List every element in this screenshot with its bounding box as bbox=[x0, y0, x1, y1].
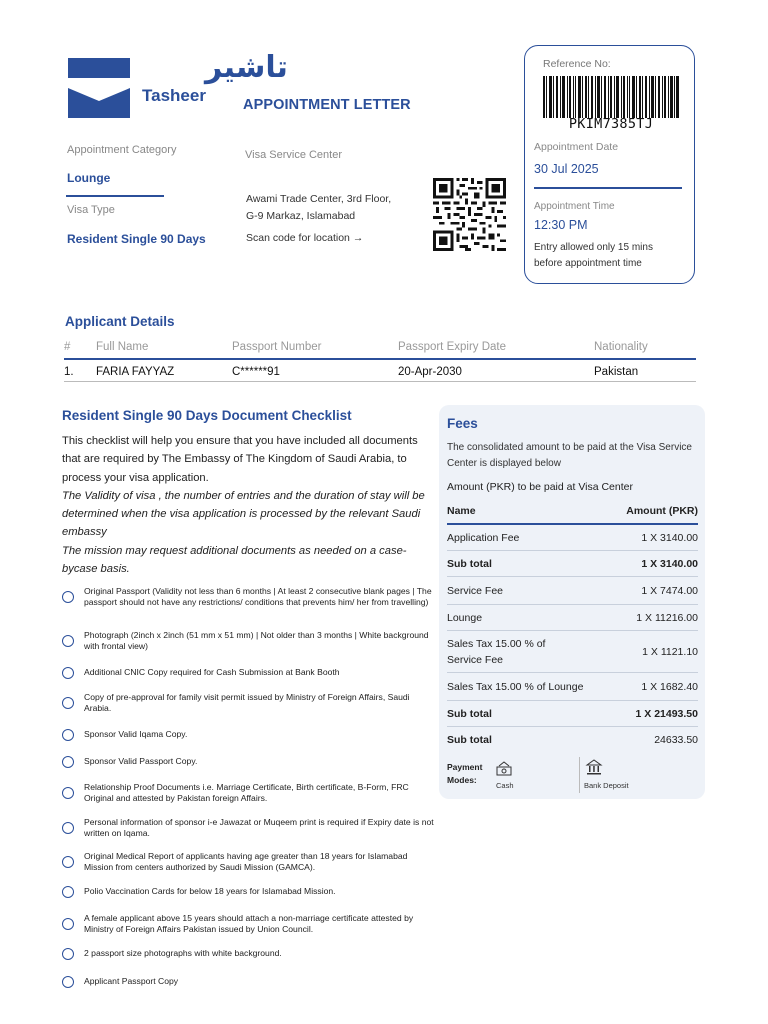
fee-amount: 1 X 1121.10 bbox=[642, 645, 698, 658]
fee-row bbox=[447, 551, 698, 577]
fee-name: Application Fee bbox=[447, 531, 520, 544]
reference-number: PKIM7385TJ bbox=[568, 116, 654, 132]
fees-card bbox=[439, 405, 705, 799]
appointment-date-value: 30 Jul 2025 bbox=[534, 162, 599, 176]
fee-row bbox=[447, 631, 698, 673]
scan-location-link[interactable]: Scan code for location → bbox=[246, 232, 364, 244]
fee-name: Sales Tax 15.00 % of Lounge bbox=[447, 680, 584, 693]
checklist-item: Original Medical Report of applicants having age greater than 18 years for Islamabad Mission from centers authorized by Saudi Mission (GAMCA). bbox=[62, 848, 436, 876]
checklist-item: Applicant Passport Copy bbox=[62, 974, 436, 990]
center-name: Visa Service Center bbox=[245, 149, 343, 161]
fee-row bbox=[447, 577, 698, 605]
date-divider bbox=[534, 187, 682, 189]
table-row bbox=[64, 359, 696, 382]
tasheer-logo bbox=[68, 50, 288, 124]
checkbox[interactable] bbox=[62, 976, 74, 988]
checklist-item: A female applicant above 15 years should attach a non-marriage certificate attested by Ministry of Foreign Affairs Pakistan issued by Union Council. bbox=[62, 910, 436, 938]
applicant-details-title: Applicant Details bbox=[65, 314, 175, 329]
fees-amount-label: Amount (PKR) to be paid at Visa Center bbox=[447, 481, 633, 493]
col-nationality: Nationality bbox=[594, 338, 696, 359]
col-passport-number: Passport Number bbox=[232, 338, 398, 359]
fee-amount: 1 X 3140.00 bbox=[641, 531, 698, 544]
applicant-table-header bbox=[64, 338, 696, 359]
cash-icon bbox=[495, 761, 513, 777]
applicant-name: FARIA FAYYAZ bbox=[96, 359, 232, 382]
center-address-line2: G-9 Markaz, Islamabad bbox=[246, 210, 356, 222]
bank-icon bbox=[585, 759, 603, 777]
fees-header-name: Name bbox=[447, 505, 476, 517]
payment-separator bbox=[579, 757, 580, 793]
location-qr-code[interactable] bbox=[433, 178, 506, 251]
fees-description: The consolidated amount to be paid at the Visa Service Center is displayed below bbox=[447, 442, 692, 469]
fee-name: Sub total bbox=[447, 734, 492, 746]
fee-row bbox=[447, 701, 698, 727]
fee-name: Sub total bbox=[447, 557, 492, 570]
logo-mark-icon bbox=[68, 58, 132, 124]
checklist-item: Original Passport (Validity not less than 6 months | At least 2 consecutive blank pages | The passport should not have any restrictions/ conditions that prevents him/ her from travelling) bbox=[62, 577, 436, 617]
checklist-item: 2 passport size photographs with white background. bbox=[62, 946, 436, 962]
fee-amount: 1 X 7474.00 bbox=[641, 584, 698, 597]
applicant-expiry: 20-Apr-2030 bbox=[398, 359, 594, 382]
logo-arabic-text: تاشير bbox=[205, 50, 288, 85]
payment-modes-label bbox=[447, 761, 482, 787]
checkbox[interactable] bbox=[62, 729, 74, 741]
checkbox[interactable] bbox=[62, 756, 74, 768]
reference-label: Reference No: bbox=[543, 58, 611, 70]
fee-name: Sales Tax 15.00 % of Service Fee bbox=[447, 637, 546, 666]
payment-label-line2: Modes: bbox=[447, 775, 477, 785]
applicant-nationality: Pakistan bbox=[594, 359, 696, 382]
applicant-index: 1. bbox=[64, 359, 96, 382]
checkbox[interactable] bbox=[62, 697, 74, 709]
checkbox[interactable] bbox=[62, 856, 74, 868]
appointment-time-label: Appointment Time bbox=[534, 201, 615, 212]
appointment-time-value: 12:30 PM bbox=[534, 218, 588, 232]
checklist-mission-note: The mission may request additional documents as needed on a case-bycase basis. bbox=[62, 544, 407, 576]
checklist-intro bbox=[62, 432, 434, 578]
checklist-item: Copy of pre-approval for family visit permit issued by Ministry of Foreign Affairs, Saudi Arabia. bbox=[62, 689, 436, 717]
fee-name: Lounge bbox=[447, 611, 483, 624]
col-index: # bbox=[64, 338, 96, 359]
fee-row bbox=[447, 605, 698, 631]
payment-label-line1: Payment bbox=[447, 762, 483, 772]
visa-type-value: Resident Single 90 Days bbox=[67, 232, 206, 246]
checkbox[interactable] bbox=[62, 918, 74, 930]
checklist-item: Sponsor Valid Iqama Copy. bbox=[62, 727, 436, 743]
fee-amount: 1 X 21493.50 bbox=[635, 707, 698, 720]
checklist-item: Relationship Proof Documents i.e. Marriage Certificate, Birth certificate, B-Form, FRC Original and attested by Pakistan foreign Affairs. bbox=[62, 779, 436, 807]
category-divider bbox=[66, 195, 164, 197]
entry-note-line1: Entry allowed only 15 mins bbox=[534, 242, 653, 253]
fee-amount: 24633.50 bbox=[654, 734, 698, 746]
applicant-table bbox=[64, 338, 696, 382]
bank-deposit-label: Bank Deposit bbox=[584, 781, 629, 790]
checkbox[interactable] bbox=[62, 787, 74, 799]
checklist-title: Resident Single 90 Days Document Checklist bbox=[62, 408, 352, 423]
reference-card bbox=[524, 45, 695, 284]
fees-header-amount: Amount (PKR) bbox=[626, 505, 698, 517]
checklist-item: Personal information of sponsor i-e Jawazat or Muqeem print is required if Expiry date is not written on Iqama. bbox=[62, 814, 436, 842]
entry-note-line2: before appointment time bbox=[534, 258, 642, 269]
logo-latin-text: Tasheer bbox=[142, 86, 206, 105]
checkbox[interactable] bbox=[62, 886, 74, 898]
checkbox[interactable] bbox=[62, 667, 74, 679]
appointment-date-label: Appointment Date bbox=[534, 141, 619, 153]
checklist-validity-note: The Validity of visa , the number of entries and the duration of stay will be determined when the visa application is processed by the relevant Saudi embassy bbox=[62, 489, 425, 539]
cash-label: Cash bbox=[496, 781, 514, 790]
checklist-item: Additional CNIC Copy required for Cash Submission at Bank Booth bbox=[62, 665, 436, 681]
visa-type-label: Visa Type bbox=[67, 204, 115, 216]
fee-row bbox=[447, 525, 698, 551]
fee-amount: 1 X 3140.00 bbox=[641, 557, 698, 570]
checklist-item: Photograph (2inch x 2inch (51 mm x 51 mm) | Not older than 3 months | White background with frontal view) bbox=[62, 627, 436, 655]
checkbox[interactable] bbox=[62, 591, 74, 603]
fee-name: Service Fee bbox=[447, 584, 504, 597]
fee-row bbox=[447, 673, 698, 701]
col-passport-expiry: Passport Expiry Date bbox=[398, 338, 594, 359]
fee-total-row bbox=[447, 727, 698, 753]
col-full-name: Full Name bbox=[96, 338, 232, 359]
applicant-passport: C******91 bbox=[232, 359, 398, 382]
fee-amount: 1 X 1682.40 bbox=[641, 680, 698, 693]
fee-amount: 1 X 11216.00 bbox=[636, 611, 698, 624]
checkbox[interactable] bbox=[62, 635, 74, 647]
checklist-item: Sponsor Valid Passport Copy. bbox=[62, 754, 436, 770]
fee-name: Sub total bbox=[447, 707, 492, 720]
checklist-intro-text: This checklist will help you ensure that you have included all documents that are required by The Embassy of The Kingdom of Saudi Arabia, to process your visa application. bbox=[62, 435, 418, 484]
reference-barcode bbox=[543, 76, 679, 118]
page-title: APPOINTMENT LETTER bbox=[243, 97, 411, 113]
checkbox[interactable] bbox=[62, 822, 74, 834]
fees-title: Fees bbox=[447, 416, 478, 431]
category-value: Lounge bbox=[67, 171, 111, 185]
center-address-line1: Awami Trade Center, 3rd Floor, bbox=[246, 193, 392, 205]
category-label: Appointment Category bbox=[67, 144, 177, 156]
checklist-item: Polio Vaccination Cards for below 18 years for Islamabad Mission. bbox=[62, 884, 436, 900]
fees-header-row bbox=[447, 499, 698, 525]
checkbox[interactable] bbox=[62, 948, 74, 960]
